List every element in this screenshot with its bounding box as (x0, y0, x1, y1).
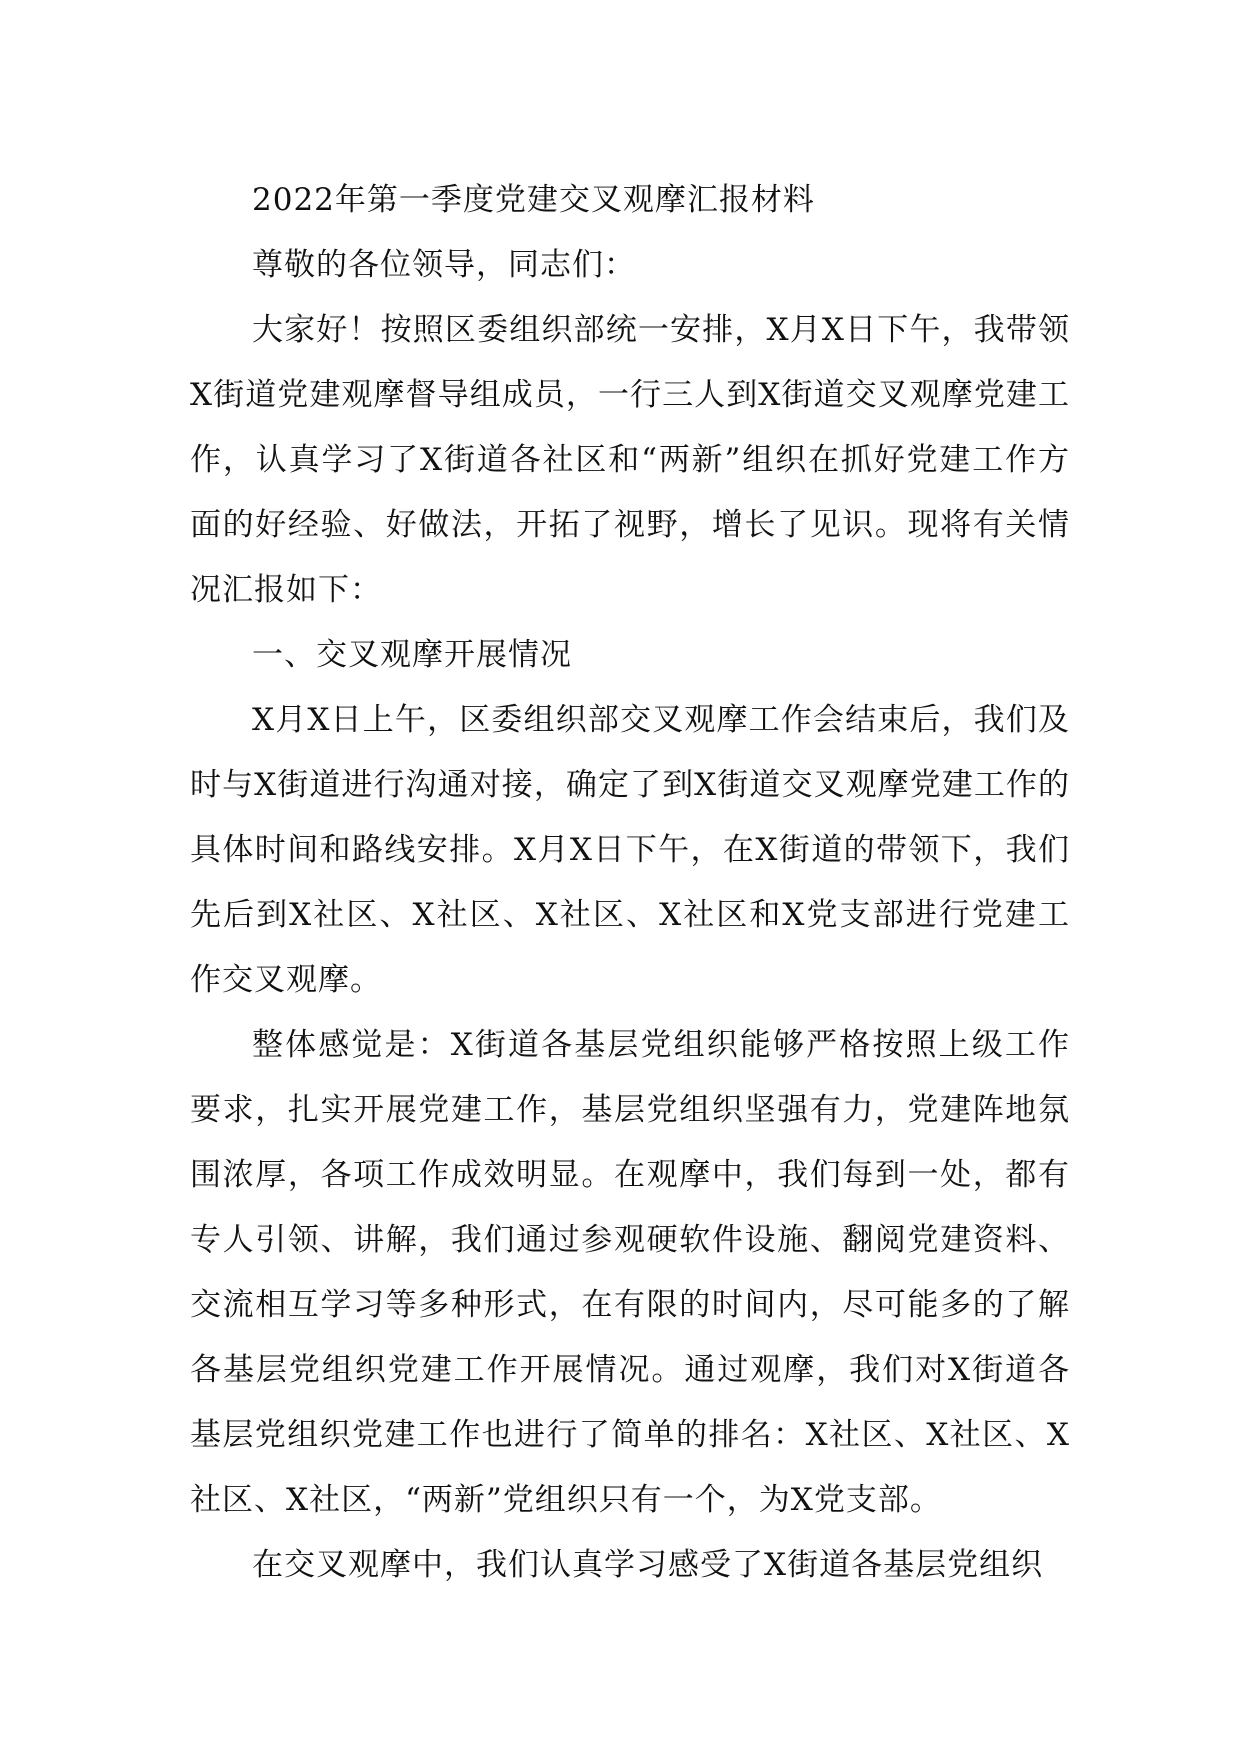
salutation: 尊敬的各位领导，同志们： (252, 247, 636, 283)
paragraph-intro: 大家好！按照区委组织部统一安排，X月X日下午，我带领X街道党建观摩督导组成员，一行三人到X街道交叉观摩党建工作，认真学习了X街道各社区和“两新”组织在抓好党建工作方面的好经验、好做法，开拓了视野，增长了见识。现将有关情况汇报如下： (190, 312, 1070, 608)
section-heading: 一、交叉观摩开展情况 (252, 637, 572, 673)
paragraph-schedule: X月X日上午，区委组织部交叉观摩工作会结束后，我们及时与X街道进行沟通对接，确定了到X街道交叉观摩党建工作的具体时间和路线安排。X月X日下午，在X街道的带领下，我们先后到X社区、X社区、X社区、X社区和X党支部进行党建工作交叉观摩。 (190, 702, 1070, 998)
paragraph-overall-impression: 整体感觉是：X街道各基层党组织能够严格按照上级工作要求，扎实开展党建工作，基层党组织坚强有力，党建阵地氛围浓厚，各项工作成效明显。在观摩中，我们每到一处，都有专人引领、讲解，我们通过参观硬软件设施、翻阅党建资料、交流相互学习等多种形式，在有限的时间内，尽可能多的了解各基层党组织党建工作开展情况。通过观摩，我们对X街道各基层党组织党建工作也进行了简单的排名：X社区、X社区、X社区、X社区，“两新”党组织只有一个，为X党支部。 (190, 1027, 1070, 1518)
paragraph-continued: 在交叉观摩中，我们认真学习感受了X街道各基层党组织 (252, 1547, 1044, 1583)
document-body (190, 168, 1070, 1598)
document-title: 2022年第一季度党建交叉观摩汇报材料 (252, 182, 815, 218)
